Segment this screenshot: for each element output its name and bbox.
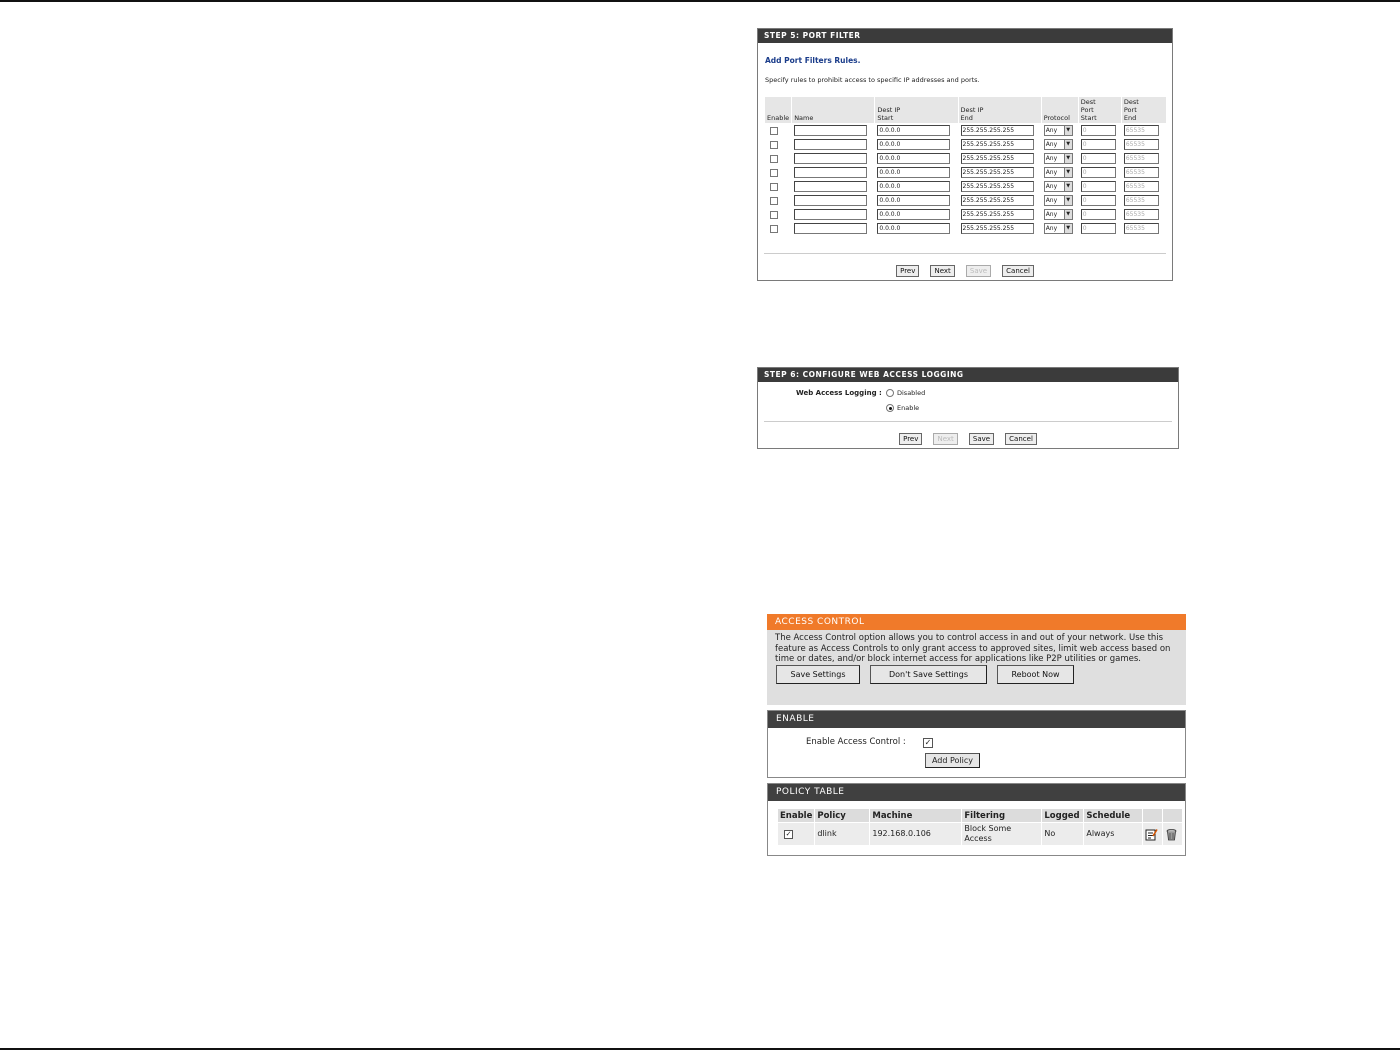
rule-protocol-value: Any (1045, 127, 1058, 134)
rule-port-start-cell (1078, 180, 1121, 194)
rule-protocol-cell (1041, 138, 1078, 152)
rule-port-end-cell (1121, 152, 1166, 166)
rule-port-start-input[interactable]: 0 (1081, 139, 1116, 150)
rule-enable-cell (765, 208, 792, 222)
col-protocol: Protocol (1041, 97, 1078, 124)
rule-name-cell (792, 194, 875, 208)
rule-name-input[interactable] (794, 125, 867, 136)
rule-port-end-cell (1121, 124, 1166, 138)
rule-port-end-input[interactable]: 65535 (1124, 139, 1159, 150)
rule-port-end-cell (1121, 166, 1166, 180)
col-dest-port-end (1121, 97, 1166, 124)
chevron-down-icon: ▼ (1064, 224, 1072, 233)
pt-col-logged: Logged (1042, 809, 1084, 823)
rule-ip-start-input[interactable]: 0.0.0.0 (877, 195, 950, 206)
step6-button-row (758, 428, 1178, 447)
rule-ip-end-input[interactable]: 255.255.255.255 (961, 195, 1034, 206)
radio-enable-icon[interactable] (886, 404, 894, 412)
rule-enable-checkbox[interactable] (770, 141, 778, 149)
rule-name-input[interactable] (794, 153, 867, 164)
rule-port-start-cell (1078, 124, 1121, 138)
rule-ip-start-cell (875, 208, 958, 222)
rule-ip-start-input[interactable]: 0.0.0.0 (877, 153, 950, 164)
rule-ip-end-input[interactable]: 255.255.255.255 (961, 125, 1034, 136)
save-settings-button[interactable]: Save Settings (776, 665, 860, 684)
add-policy-button[interactable]: Add Policy (925, 753, 980, 768)
rule-protocol-cell (1041, 222, 1078, 236)
rule-name-cell (792, 208, 875, 222)
rule-ip-end-input[interactable]: 255.255.255.255 (961, 167, 1034, 178)
step5-description: Specify rules to prohibit access to specific IP addresses and ports. (765, 76, 980, 84)
rule-protocol-select[interactable] (1044, 125, 1073, 136)
col-dest-ip-end (958, 97, 1041, 124)
rule-port-end-input[interactable]: 65535 (1124, 209, 1159, 220)
step5-prev-button[interactable]: Prev (896, 265, 919, 277)
step5-next-button[interactable]: Next (930, 265, 954, 277)
enable-access-control-label: Enable Access Control : (806, 737, 906, 747)
rule-protocol-value: Any (1045, 183, 1058, 190)
rule-enable-cell (765, 138, 792, 152)
edit-icon[interactable] (1145, 828, 1158, 841)
rule-ip-end-cell (958, 138, 1041, 152)
rule-ip-end-input[interactable]: 255.255.255.255 (961, 209, 1034, 220)
col-dest-ip-end-line2: End (960, 114, 973, 122)
top-rule (0, 0, 1400, 2)
step5-title: Add Port Filters Rules. (765, 56, 861, 65)
rule-ip-end-cell (958, 180, 1041, 194)
policy-delete-cell (1163, 823, 1183, 846)
port-filter-rows (765, 124, 1167, 236)
policy-enable-cell (778, 823, 815, 846)
step5-header: STEP 5: PORT FILTER (758, 29, 1172, 43)
table-row (765, 124, 1167, 138)
col-dest-ip-start-line1: Dest IP (877, 106, 901, 114)
chevron-down-icon: ▼ (1064, 140, 1072, 149)
col-dest-port-end-line2: Port (1123, 106, 1137, 114)
rule-ip-start-cell (875, 194, 958, 208)
rule-enable-cell (765, 124, 792, 138)
step6-cancel-button[interactable]: Cancel (1005, 433, 1037, 445)
rule-protocol-value: Any (1045, 155, 1058, 162)
step6-web-logging-panel (757, 367, 1179, 449)
rule-port-end-input[interactable]: 65535 (1124, 125, 1159, 136)
access-control-header: ACCESS CONTROL (767, 614, 1186, 630)
rule-port-end-cell (1121, 180, 1166, 194)
step6-header: STEP 6: CONFIGURE WEB ACCESS LOGGING (758, 368, 1178, 382)
step6-separator (764, 421, 1172, 422)
table-row (765, 166, 1167, 180)
col-dest-port-start-line1: Dest (1080, 98, 1096, 106)
rule-name-input[interactable] (794, 209, 867, 220)
rule-port-start-cell (1078, 208, 1121, 222)
rule-enable-cell (765, 166, 792, 180)
bottom-rule (0, 1048, 1400, 1050)
rule-port-start-input[interactable]: 0 (1081, 223, 1116, 234)
pt-col-filtering: Filtering (962, 809, 1042, 823)
table-row (765, 194, 1167, 208)
policy-enable-checkbox[interactable]: ✓ (785, 830, 792, 838)
rule-ip-start-cell (875, 222, 958, 236)
rule-protocol-select[interactable] (1044, 181, 1073, 192)
rule-port-start-cell (1078, 152, 1121, 166)
rule-protocol-value: Any (1045, 211, 1058, 218)
rule-name-cell (792, 152, 875, 166)
rule-port-start-input[interactable]: 0 (1081, 209, 1116, 220)
policy-table-header-row (778, 809, 1183, 823)
col-dest-port-start (1078, 97, 1121, 124)
rule-port-end-cell (1121, 208, 1166, 222)
rule-enable-checkbox[interactable] (770, 127, 778, 135)
rule-port-start-input[interactable]: 0 (1081, 195, 1116, 206)
pt-col-schedule: Schedule (1084, 809, 1143, 823)
policy-table (777, 808, 1183, 846)
rule-protocol-cell (1041, 208, 1078, 222)
rule-protocol-cell (1041, 180, 1078, 194)
access-control-intro (767, 614, 1186, 705)
port-filter-table (764, 96, 1167, 236)
rule-enable-checkbox[interactable] (770, 169, 778, 177)
rule-name-cell (792, 222, 875, 236)
pt-col-enable: Enable (778, 809, 815, 823)
rule-protocol-value: Any (1045, 225, 1058, 232)
rule-protocol-cell (1041, 152, 1078, 166)
rule-enable-cell (765, 180, 792, 194)
rule-protocol-select[interactable] (1044, 153, 1073, 164)
policy-schedule: Always (1084, 823, 1143, 846)
rule-protocol-cell (1041, 194, 1078, 208)
rule-ip-start-cell (875, 152, 958, 166)
rule-ip-start-cell (875, 180, 958, 194)
col-dest-port-end-line3: End (1123, 114, 1137, 122)
radio-disabled-icon[interactable] (886, 389, 894, 397)
rule-port-end-input[interactable]: 65535 (1124, 167, 1159, 178)
rule-protocol-cell (1041, 166, 1078, 180)
chevron-down-icon: ▼ (1064, 210, 1072, 219)
rule-protocol-value: Any (1045, 141, 1058, 148)
rule-port-end-cell (1121, 138, 1166, 152)
access-control-text: The Access Control option allows you to control access in and out of your network. Use this feature as Access Controls to only grant access to approved sites, limit web access based on time or dates, and/or block internet access for applications like P2P utilities or games. (775, 633, 1171, 664)
rule-ip-start-input[interactable]: 0.0.0.0 (877, 125, 950, 136)
rule-name-input[interactable] (794, 167, 867, 178)
col-dest-port-start-line3: Start (1080, 114, 1097, 122)
rule-protocol-select[interactable] (1044, 167, 1073, 178)
policy-table-section (767, 783, 1186, 856)
reboot-now-button[interactable]: Reboot Now (997, 665, 1074, 684)
table-row (765, 208, 1167, 222)
rule-ip-end-cell (958, 222, 1041, 236)
rule-protocol-select[interactable] (1044, 223, 1073, 234)
step5-separator (764, 253, 1166, 254)
rule-enable-checkbox[interactable] (770, 225, 778, 233)
rule-name-cell (792, 138, 875, 152)
policy-machine: 192.168.0.106 (870, 823, 962, 846)
table-row (765, 152, 1167, 166)
rule-ip-end-input[interactable]: 255.255.255.255 (961, 153, 1034, 164)
rule-ip-end-input[interactable]: 255.255.255.255 (961, 139, 1034, 150)
rule-port-start-input[interactable]: 0 (1081, 181, 1116, 192)
port-filter-header-row (765, 97, 1167, 124)
chevron-down-icon: ▼ (1064, 154, 1072, 163)
rule-ip-end-cell (958, 208, 1041, 222)
pt-col-machine: Machine (870, 809, 962, 823)
policy-name: dlink (815, 823, 870, 846)
chevron-down-icon: ▼ (1064, 168, 1072, 177)
rule-ip-end-cell (958, 194, 1041, 208)
step5-save-button[interactable]: Save (966, 265, 991, 277)
rule-enable-cell (765, 194, 792, 208)
table-row (765, 222, 1167, 236)
step5-cancel-button[interactable]: Cancel (1002, 265, 1034, 277)
rule-protocol-cell (1041, 124, 1078, 138)
policy-logged: No (1042, 823, 1084, 846)
rule-port-end-cell (1121, 222, 1166, 236)
rule-port-start-cell (1078, 222, 1121, 236)
rule-name-cell (792, 166, 875, 180)
rule-name-input[interactable] (794, 195, 867, 206)
rule-port-end-cell (1121, 194, 1166, 208)
col-dest-ip-start-line2: Start (877, 114, 894, 122)
chevron-down-icon: ▼ (1064, 196, 1072, 205)
col-name: Name (792, 97, 875, 124)
step5-button-row (758, 260, 1172, 279)
rule-ip-end-input[interactable]: 255.255.255.255 (961, 181, 1034, 192)
table-row (765, 180, 1167, 194)
rule-name-input[interactable] (794, 181, 867, 192)
rule-protocol-value: Any (1045, 197, 1058, 204)
chevron-down-icon: ▼ (1064, 126, 1072, 135)
enable-access-control-checkbox[interactable]: ✓ (924, 738, 932, 747)
dont-save-settings-button[interactable]: Don't Save Settings (870, 665, 987, 684)
policy-edit-cell (1143, 823, 1163, 846)
rule-port-start-cell (1078, 166, 1121, 180)
pt-col-policy: Policy (815, 809, 870, 823)
rule-port-start-input[interactable]: 0 (1081, 167, 1116, 178)
col-dest-ip-end-line1: Dest IP (960, 106, 984, 114)
rule-protocol-select[interactable] (1044, 195, 1073, 206)
rule-ip-end-input[interactable]: 255.255.255.255 (961, 223, 1034, 234)
rule-port-end-input[interactable]: 65535 (1124, 223, 1159, 234)
col-enable: Enable (765, 97, 792, 124)
rule-enable-checkbox[interactable] (770, 211, 778, 219)
rule-name-input[interactable] (794, 223, 867, 234)
rule-name-cell (792, 124, 875, 138)
chevron-down-icon: ▼ (1064, 182, 1072, 191)
rule-protocol-select[interactable] (1044, 139, 1073, 150)
rule-port-start-cell (1078, 194, 1121, 208)
rule-enable-checkbox[interactable] (770, 183, 778, 191)
rule-protocol-select[interactable] (1044, 209, 1073, 220)
rule-port-start-input[interactable]: 0 (1081, 125, 1116, 136)
rule-ip-start-input[interactable]: 0.0.0.0 (877, 223, 950, 234)
table-row (765, 138, 1167, 152)
rule-ip-start-cell (875, 138, 958, 152)
pt-col-edit (1143, 809, 1163, 823)
policy-filtering: Block Some Access (962, 823, 1042, 846)
rule-name-cell (792, 180, 875, 194)
trash-icon[interactable] (1165, 828, 1178, 841)
step5-port-filter-panel (757, 28, 1173, 281)
rule-ip-start-input[interactable]: 0.0.0.0 (877, 167, 950, 178)
col-dest-ip-start (875, 97, 958, 124)
rule-ip-start-input[interactable]: 0.0.0.0 (877, 209, 950, 220)
rule-port-start-input[interactable]: 0 (1081, 153, 1116, 164)
rule-ip-start-cell (875, 166, 958, 180)
col-dest-port-end-line1: Dest (1123, 98, 1139, 106)
col-dest-port-start-line2: Port (1080, 106, 1094, 114)
rule-ip-start-input[interactable]: 0.0.0.0 (877, 181, 950, 192)
logging-option-enable-label: Enable (897, 404, 920, 412)
rule-ip-end-cell (958, 166, 1041, 180)
enable-section (767, 710, 1186, 778)
table-row (778, 823, 1183, 846)
step6-next-button[interactable]: Next (933, 433, 957, 445)
step6-prev-button[interactable]: Prev (899, 433, 922, 445)
web-access-logging-label: Web Access Logging : (796, 389, 882, 397)
pt-col-delete (1163, 809, 1183, 823)
rule-ip-start-cell (875, 124, 958, 138)
rule-enable-checkbox[interactable] (770, 197, 778, 205)
rule-enable-cell (765, 222, 792, 236)
rule-ip-end-cell (958, 152, 1041, 166)
rule-port-end-input[interactable]: 65535 (1124, 195, 1159, 206)
policy-table-header: POLICY TABLE (768, 784, 1185, 801)
rule-protocol-value: Any (1045, 169, 1058, 176)
rule-enable-cell (765, 152, 792, 166)
rule-ip-end-cell (958, 124, 1041, 138)
logging-option-disabled[interactable] (886, 389, 925, 397)
logging-option-disabled-label: Disabled (897, 389, 926, 397)
rule-port-end-input[interactable]: 65535 (1124, 181, 1159, 192)
rule-name-input[interactable] (794, 139, 867, 150)
rule-ip-start-input[interactable]: 0.0.0.0 (877, 139, 950, 150)
logging-option-enable[interactable] (886, 404, 919, 412)
rule-port-end-input[interactable]: 65535 (1124, 153, 1159, 164)
rule-port-start-cell (1078, 138, 1121, 152)
step6-save-button[interactable]: Save (969, 433, 994, 445)
enable-header: ENABLE (768, 711, 1185, 728)
rule-enable-checkbox[interactable] (770, 155, 778, 163)
